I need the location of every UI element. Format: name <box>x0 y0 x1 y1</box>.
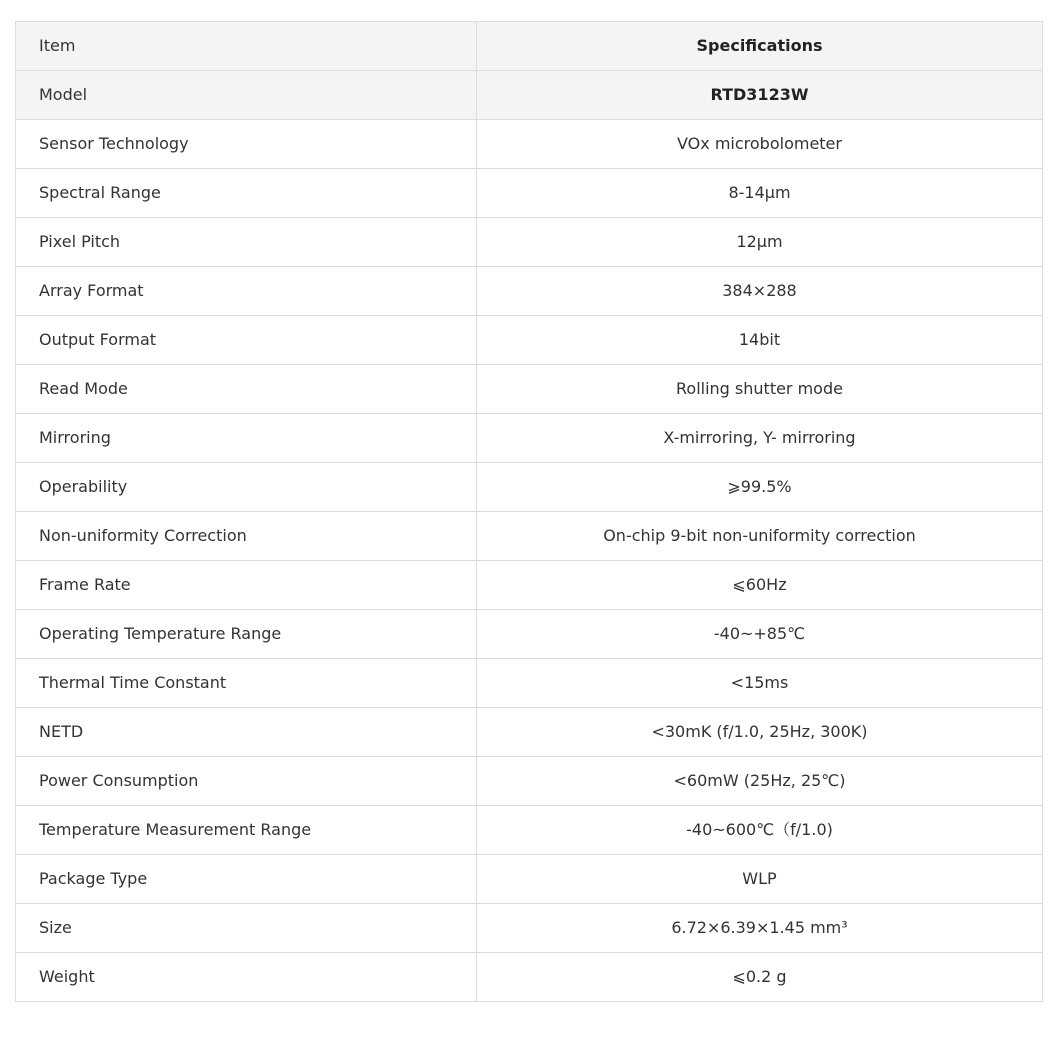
table-row <box>16 953 1043 1002</box>
row-value: <60mW (25Hz, 25℃) <box>477 757 1043 806</box>
specifications-table <box>15 21 1043 1002</box>
row-value: X-mirroring, Y- mirroring <box>477 414 1043 463</box>
table-header-row <box>16 22 1043 71</box>
table-row <box>16 463 1043 512</box>
row-item: Operability <box>16 463 477 512</box>
row-value: ⩽60Hz <box>477 561 1043 610</box>
table-row-model <box>16 71 1043 120</box>
row-item: Sensor Technology <box>16 120 477 169</box>
row-item: Weight <box>16 953 477 1002</box>
table-row <box>16 316 1043 365</box>
row-item: Size <box>16 904 477 953</box>
row-item: Power Consumption <box>16 757 477 806</box>
table-row <box>16 169 1043 218</box>
row-value: 8-14μm <box>477 169 1043 218</box>
row-item: Spectral Range <box>16 169 477 218</box>
model-label: Model <box>16 71 477 120</box>
row-value: Rolling shutter mode <box>477 365 1043 414</box>
table-row <box>16 757 1043 806</box>
header-item: Item <box>16 22 477 71</box>
row-value: -40~+85℃ <box>477 610 1043 659</box>
row-value: On-chip 9-bit non-uniformity correction <box>477 512 1043 561</box>
table-row <box>16 806 1043 855</box>
row-value: VOx microbolometer <box>477 120 1043 169</box>
row-value: 6.72×6.39×1.45 mm³ <box>477 904 1043 953</box>
row-item: Read Mode <box>16 365 477 414</box>
row-item: Package Type <box>16 855 477 904</box>
row-value: ⩾99.5% <box>477 463 1043 512</box>
row-value: <30mK (f/1.0, 25Hz, 300K) <box>477 708 1043 757</box>
table-row <box>16 855 1043 904</box>
row-value: 12μm <box>477 218 1043 267</box>
row-item: NETD <box>16 708 477 757</box>
row-item: Non-uniformity Correction <box>16 512 477 561</box>
table-row <box>16 267 1043 316</box>
table-row <box>16 512 1043 561</box>
row-item: Array Format <box>16 267 477 316</box>
table-row <box>16 414 1043 463</box>
table-row <box>16 365 1043 414</box>
row-item: Mirroring <box>16 414 477 463</box>
row-value: WLP <box>477 855 1043 904</box>
table-row <box>16 218 1043 267</box>
row-item: Pixel Pitch <box>16 218 477 267</box>
row-item: Frame Rate <box>16 561 477 610</box>
table-row <box>16 904 1043 953</box>
row-value: -40~600℃（f/1.0) <box>477 806 1043 855</box>
table-row <box>16 561 1043 610</box>
header-specifications: Specifications <box>477 22 1043 71</box>
row-item: Temperature Measurement Range <box>16 806 477 855</box>
model-value: RTD3123W <box>477 71 1043 120</box>
row-item: Operating Temperature Range <box>16 610 477 659</box>
row-value: 384×288 <box>477 267 1043 316</box>
table-row <box>16 610 1043 659</box>
row-item: Thermal Time Constant <box>16 659 477 708</box>
table-row <box>16 708 1043 757</box>
row-value: <15ms <box>477 659 1043 708</box>
row-value: ⩽0.2 g <box>477 953 1043 1002</box>
table-row <box>16 659 1043 708</box>
row-item: Output Format <box>16 316 477 365</box>
row-value: 14bit <box>477 316 1043 365</box>
table-row <box>16 120 1043 169</box>
